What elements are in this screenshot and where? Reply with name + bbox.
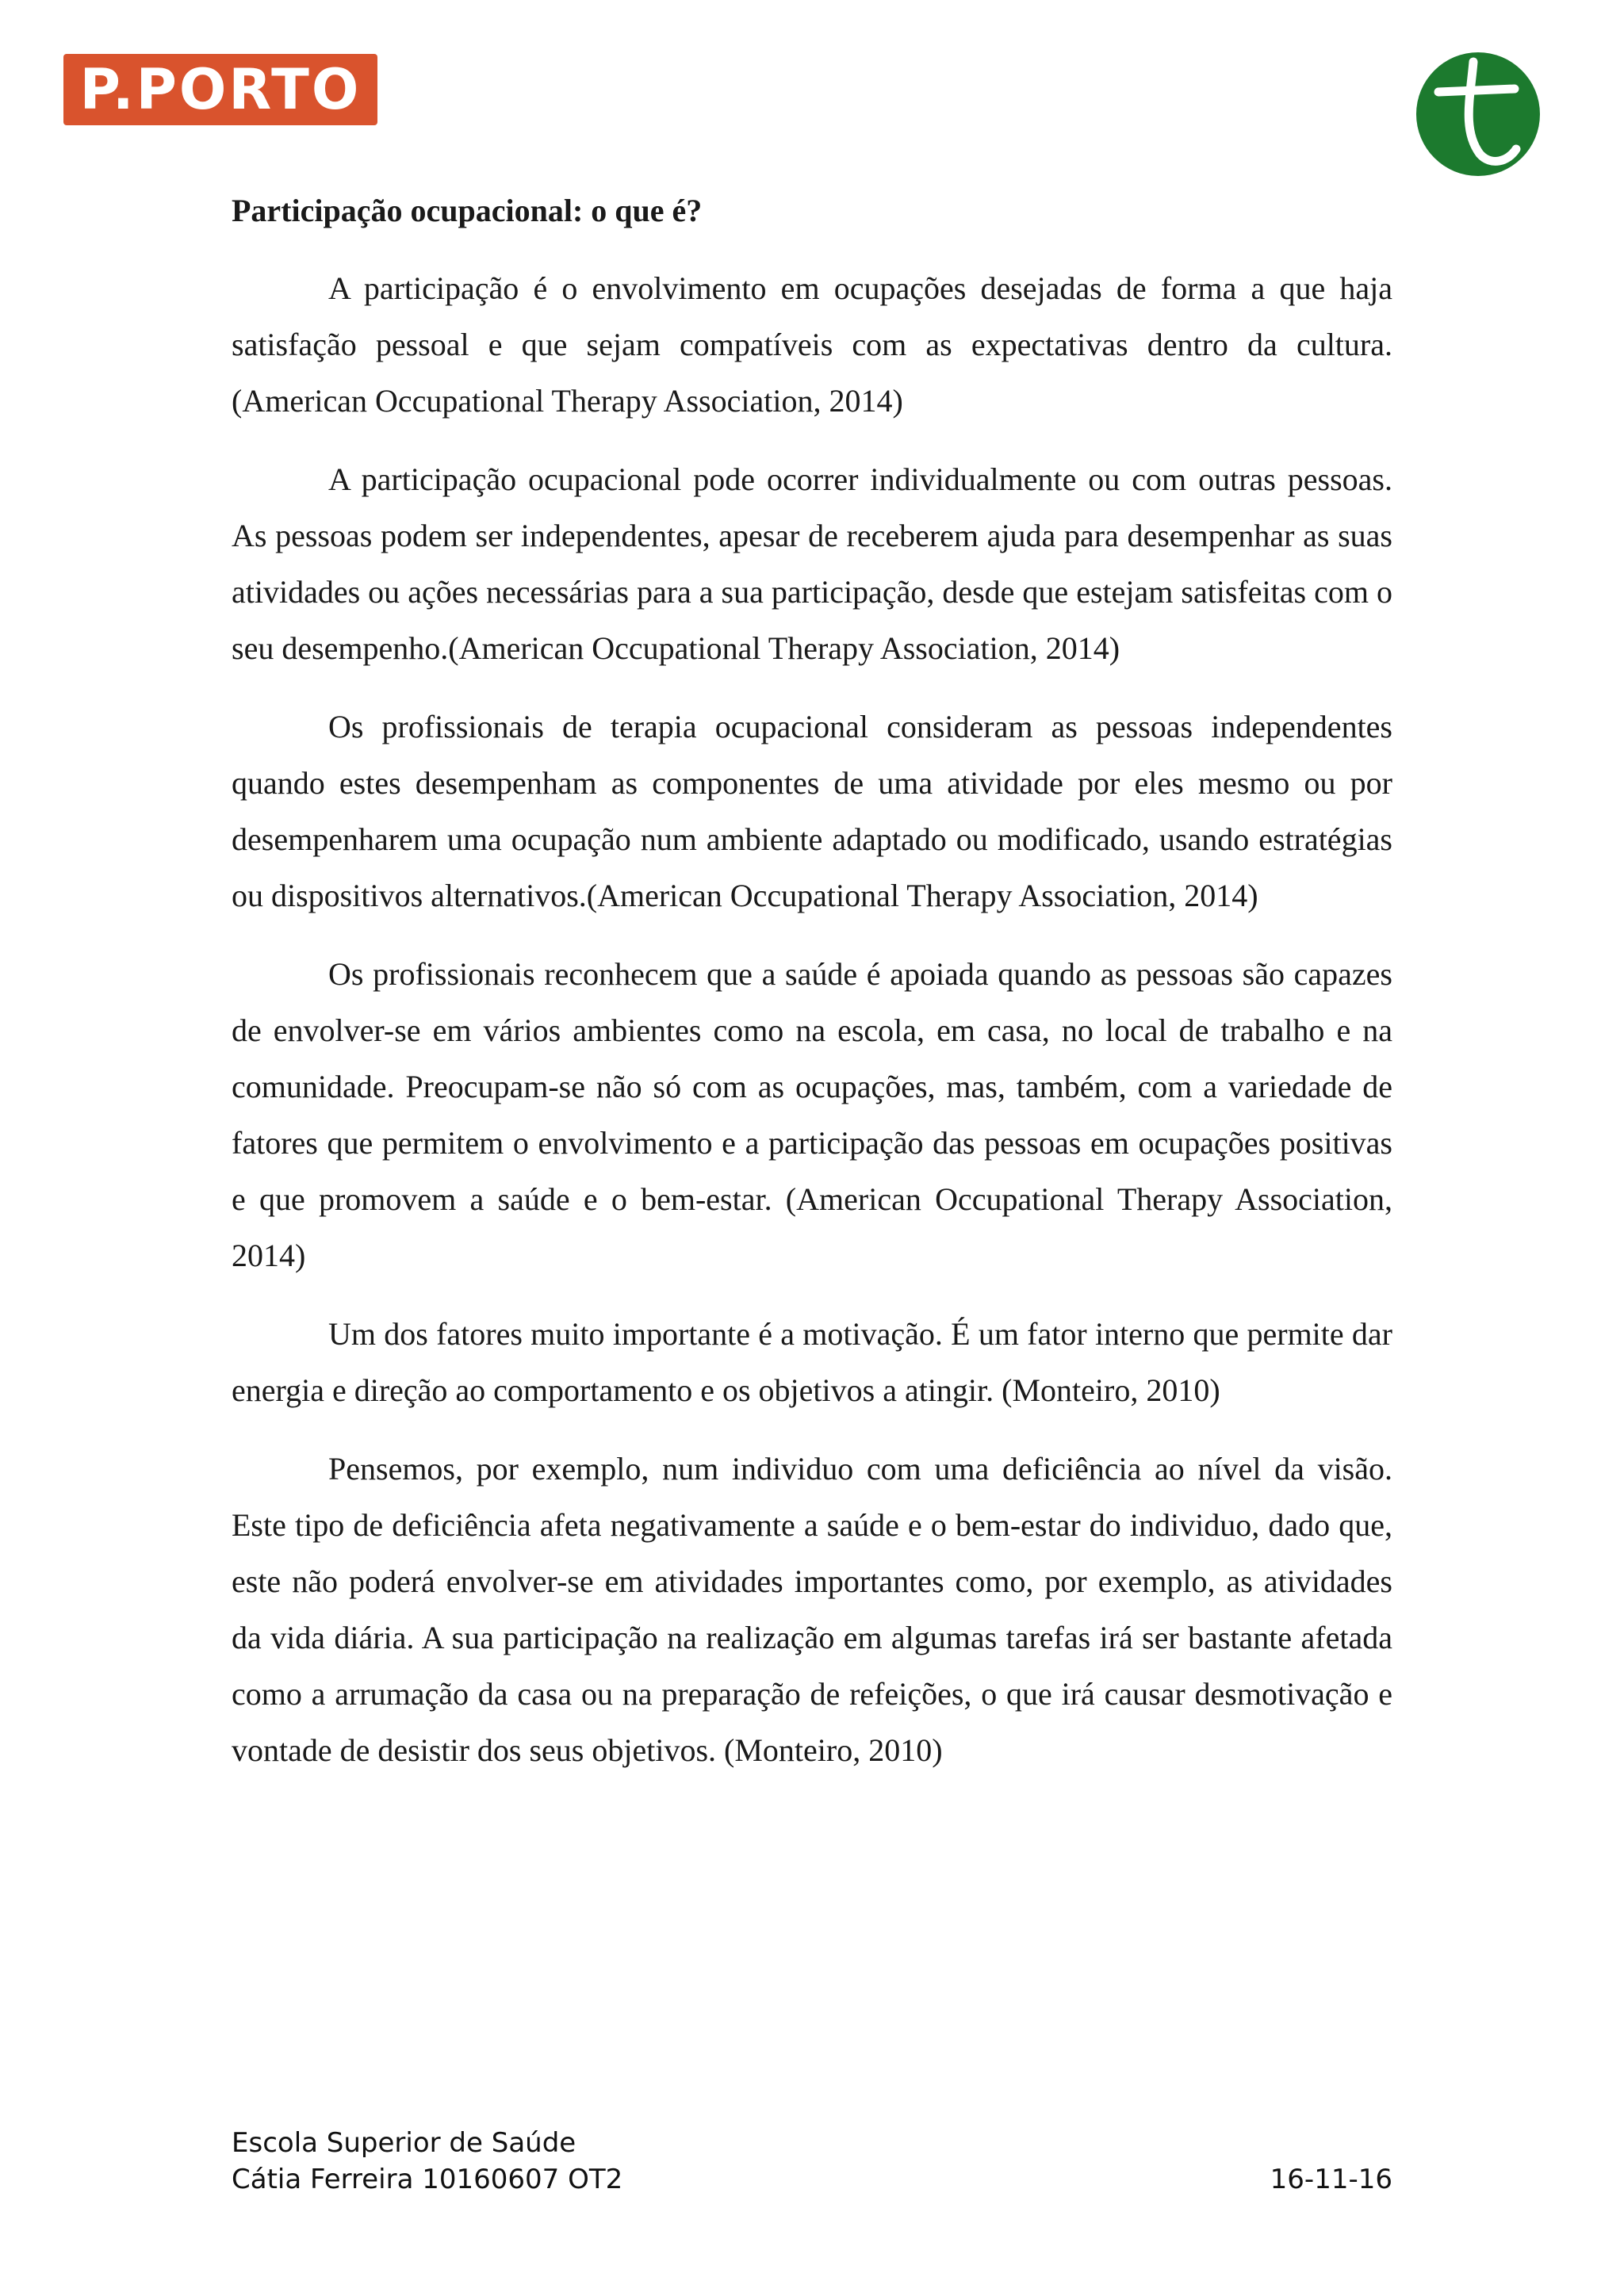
paragraph-5: Um dos fatores muito importante é a motivação. É um fator interno que permite dar energia e direção ao comportamento e os objetivos a atingir. (Monteiro, 2010) (232, 1316, 1392, 1408)
footer-author: Cátia Ferreira 10160607 OT2 (232, 2164, 623, 2195)
footer-school: Escola Superior de Saúde (232, 2127, 576, 2159)
school-seal-icon (1415, 51, 1542, 178)
paragraph-2: A participação ocupacional pode ocorrer individualmente ou com outras pessoas. As pessoas podem ser independentes, apesar de receberem ajuda para desempenhar as suas atividades ou ações necessárias para a sua participação, desde que estejam satisfeitas com o seu desempenho.(American Occupational Therapy Association, 2014) (232, 461, 1392, 666)
paragraph-3: Os profissionais de terapia ocupacional consideram as pessoas independentes quando estes desempenham as componentes de uma atividade por eles mesmo ou por desempenharem uma ocupação num ambiente adaptado ou modificado, usando estratégias ou dispositivos alternativos.(American Occupational Therapy Association, 2014) (232, 709, 1392, 913)
document-body (232, 187, 1392, 1800)
paragraph-4: Os profissionais reconhecem que a saúde é apoiada quando as pessoas são capazes de envolver-se em vários ambientes como na escola, em casa, no local de trabalho e na comunidade. Preocupam-se não só com as ocupações, mas, também, com a variedade de fatores que permitem o envolvimento e a participação das pessoas em ocupações positivas e que promovem a saúde e o bem-estar. (American Occupational Therapy Association, 2014) (232, 956, 1392, 1273)
page-footer (232, 2125, 1392, 2198)
pporto-logo: P.PORTO (63, 54, 377, 125)
footer-date: 16-11-16 (1270, 2164, 1392, 2195)
paragraph-1: A participação é o envolvimento em ocupações desejadas de forma a que haja satisfação pessoal e que sejam compatíveis com as expectativas dentro da cultura.(American Occupational Therapy Association, 2014) (232, 270, 1392, 419)
paragraph-6: Pensemos, por exemplo, num individuo com uma deficiência ao nível da visão. Este tipo de deficiência afeta negativamente a saúde e o bem-estar do individuo, dado que, este não poderá envolver-se em atividades importantes como, por exemplo, as atividades da vida diária. A sua participação na realização em algumas tarefas irá ser bastante afetada como a arrumação da casa ou na preparação de refeições, o que irá causar desmotivação e vontade de desistir dos seus objetivos. (Monteiro, 2010) (232, 1451, 1392, 1768)
section-heading: Participação ocupacional: o que é? (232, 193, 703, 228)
